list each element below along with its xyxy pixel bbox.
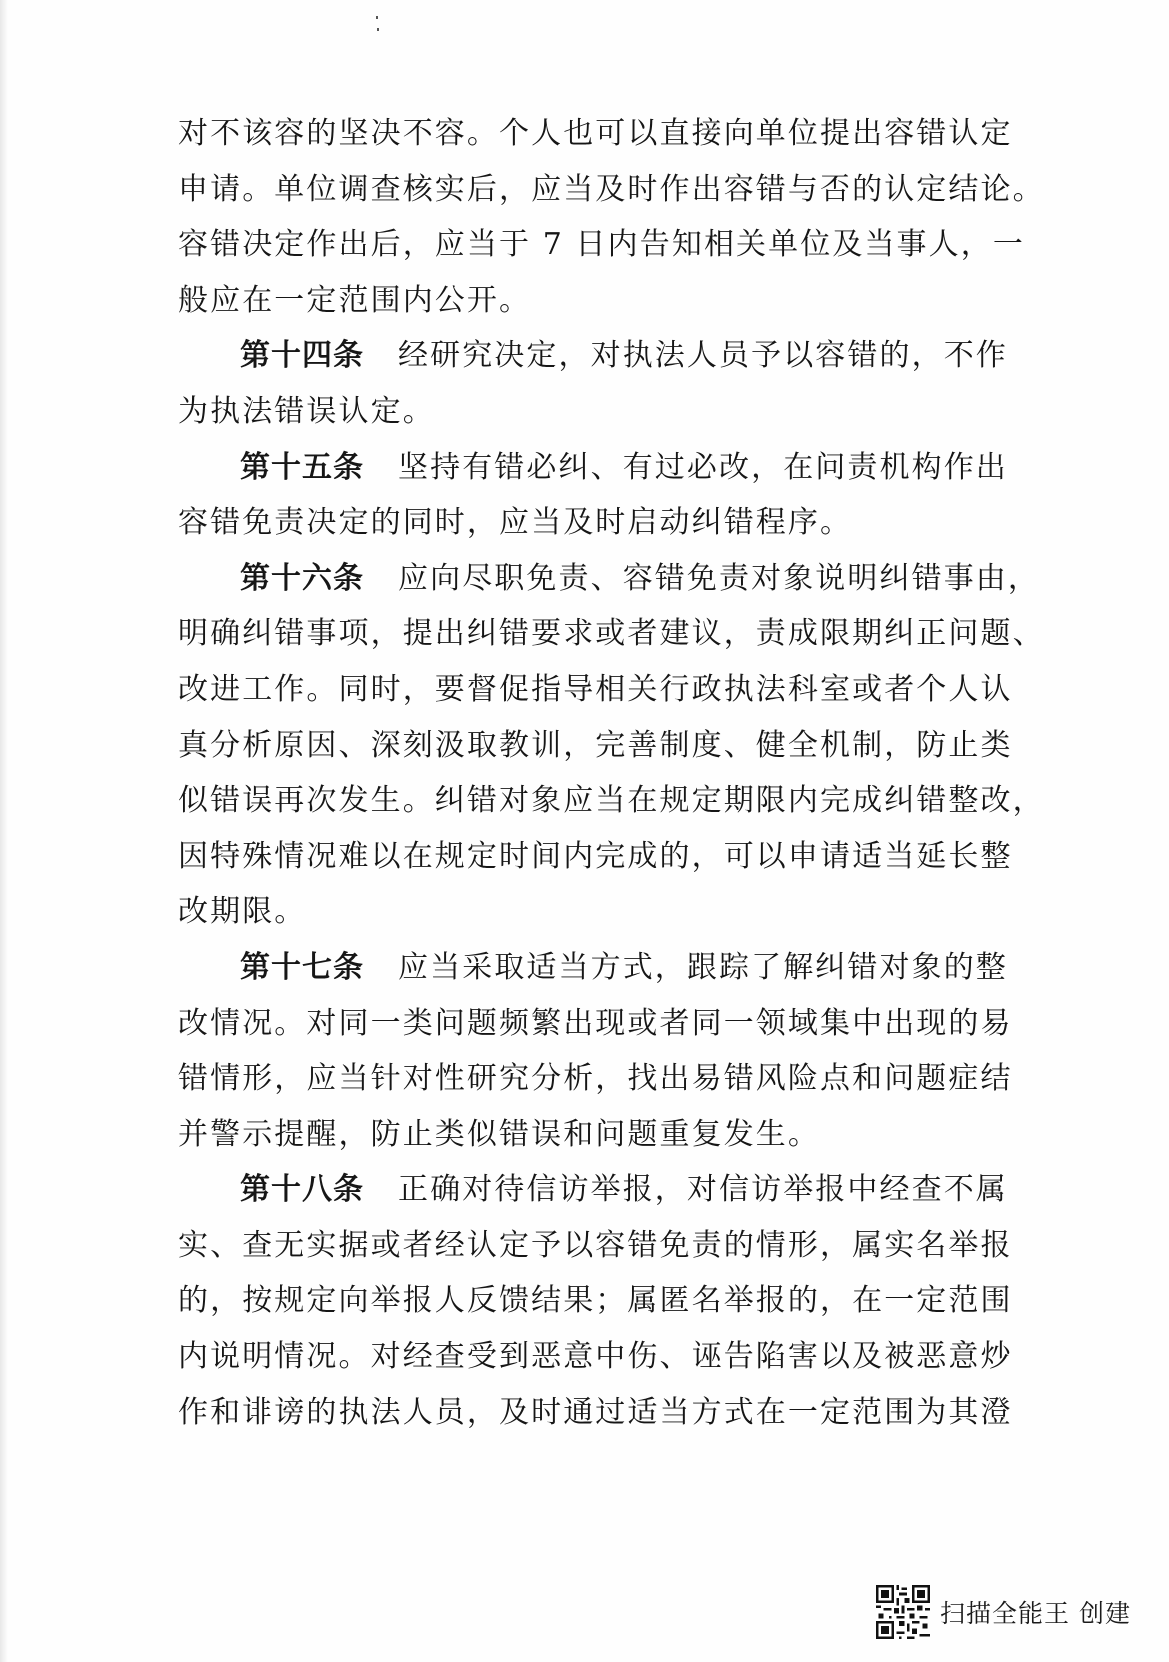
text-line: 改情况。对同一类问题频繁出现或者同一领域集中出现的易 xyxy=(178,1005,1013,1041)
text-line: 的，按规定向举报人反馈结果；属匿名举报的，在一定范围 xyxy=(178,1283,1013,1319)
text-line: 实、查无实据或者经认定予以容错免责的情形，属实名举报 xyxy=(178,1227,1013,1263)
article-18-first-line xyxy=(178,1162,1018,1218)
scanner-watermark xyxy=(876,1581,1131,1643)
scanner-credit-text: 扫描全能王 创建 xyxy=(940,1599,1131,1628)
scan-speck xyxy=(376,16,378,19)
text-line: 明确纠错事项，提出纠错要求或者建议，责成限期纠正问题、 xyxy=(178,616,1045,652)
text-line: 应当采取适当方式，跟踪了解纠错对象的整 xyxy=(398,949,1008,985)
text-line: 错情形，应当针对性研究分析，找出易错风险点和问题症结 xyxy=(178,1061,1013,1097)
article-17-first-line xyxy=(178,940,1018,996)
article-14-first-line xyxy=(178,328,1018,384)
article-16-title: 第十六条 xyxy=(240,560,364,596)
text-line: 改期限。 xyxy=(178,894,307,930)
page-edge-shadow xyxy=(0,0,8,1662)
article-15-title: 第十五条 xyxy=(240,449,364,485)
text-line: 应向尽职免责、容错免责对象说明纠错事由， xyxy=(398,560,1040,596)
scan-speck xyxy=(377,28,379,31)
article-16-first-line xyxy=(178,551,1040,607)
text-line: 似错误再次发生。纠错对象应当在规定期限内完成纠错整改， xyxy=(178,783,1045,819)
text-line: 般应在一定范围内公开。 xyxy=(178,282,532,318)
text-line: 容错免责决定的同时，应当及时启动纠错程序。 xyxy=(178,505,853,541)
text-line: 对不该容的坚决不容。个人也可以直接向单位提出容错认定 xyxy=(178,116,1013,151)
text-line: 真分析原因、深刻汲取教训，完善制度、健全机制，防止类 xyxy=(178,727,1013,763)
text-line: 因特殊情况难以在规定时间内完成的，可以申请适当延长整 xyxy=(178,838,1013,874)
text-line: 坚持有错必纠、有过必改，在问责机构作出 xyxy=(398,449,1008,485)
text-line: 改进工作。同时，要督促指导相关行政执法科室或者个人认 xyxy=(178,671,1013,707)
text-line: 申请。单位调查核实后，应当及时作出容错与否的认定结论。 xyxy=(178,171,1045,207)
text-line: 经研究决定，对执法人员予以容错的，不作 xyxy=(398,338,1008,374)
text-line: 正确对待信访举报，对信访举报中经查不属 xyxy=(398,1172,1008,1208)
qr-code-icon xyxy=(876,1585,930,1639)
article-15-first-line xyxy=(178,440,1018,496)
article-14-title: 第十四条 xyxy=(240,338,364,374)
article-17-title: 第十七条 xyxy=(240,949,364,985)
text-line: 内说明情况。对经查受到恶意中伤、诬告陷害以及被恶意炒 xyxy=(178,1339,1013,1375)
text-line: 容错决定作出后，应当于 7 日内告知相关单位及当事人，一 xyxy=(178,227,1025,263)
article-18-title: 第十八条 xyxy=(240,1172,364,1208)
text-line: 并警示提醒，防止类似错误和问题重复发生。 xyxy=(178,1116,820,1152)
document-body xyxy=(178,106,1045,1440)
text-line: 为执法错误认定。 xyxy=(178,393,435,429)
text-line: 作和诽谤的执法人员，及时通过适当方式在一定范围为其澄 xyxy=(178,1394,1013,1430)
